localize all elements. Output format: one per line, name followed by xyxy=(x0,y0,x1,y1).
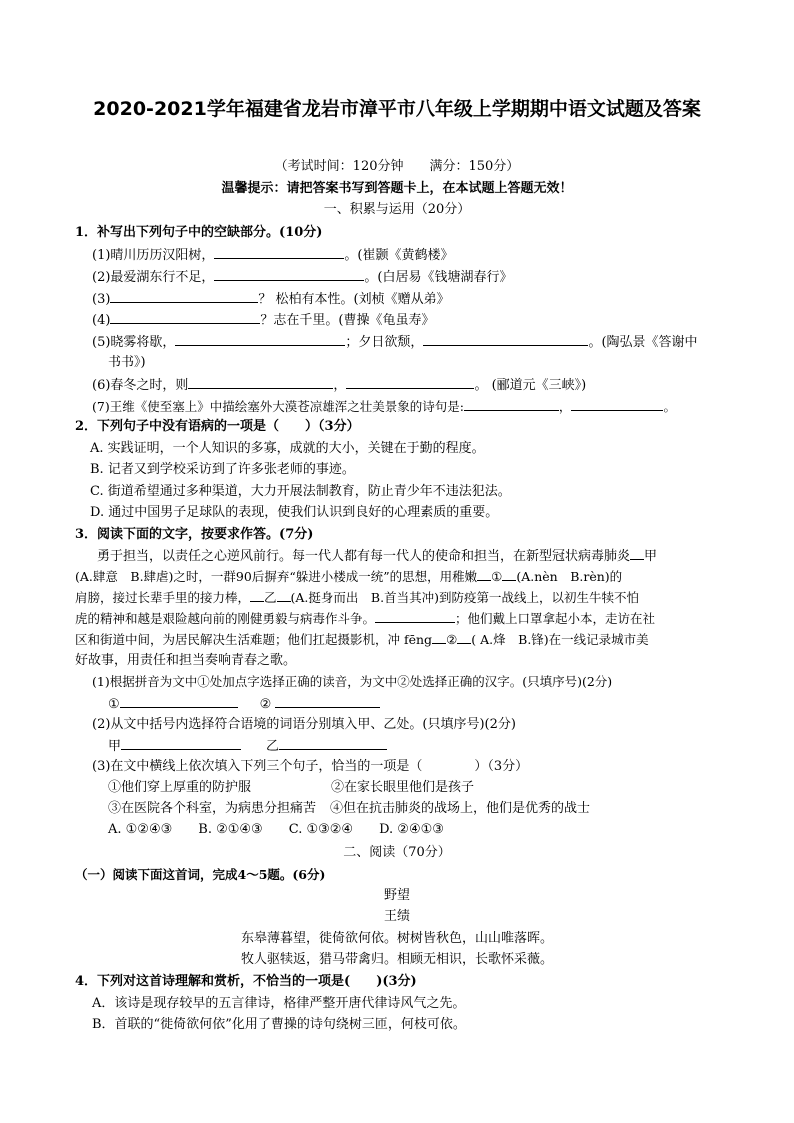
notice: 温馨提示：请把答案书写到答题卡上，在本试题上答题无效！ xyxy=(221,181,573,196)
q3-passage-line-3: 肩膀，接过长辈手里的接力棒， 乙 (A.挺身而出 B.首当其冲)到防疫第一战线上，以初生牛犊不怕 xyxy=(75,590,639,605)
q3-stem: 3．阅读下面的文字，按要求作答。(7分) xyxy=(75,527,314,542)
q1-item-5: (5)晓雾将歇， ；夕日欲颓， 。(陶弘景《答谢中 xyxy=(92,335,698,350)
poem-line-1: 东皋薄暮望，徙倚欲何依。树树皆秋色，山山唯落晖。 xyxy=(240,931,553,946)
q3-sub-3: (3)在文中横线上依次填入下列三个句子，恰当的一项是（ ）（3分） xyxy=(92,759,529,774)
blank xyxy=(457,631,471,644)
blank xyxy=(110,290,258,303)
blank xyxy=(464,398,559,411)
q3-sub-3-options-1: ①他们穿上厚重的防护服 ②在家长眼里他们是孩子 xyxy=(108,780,475,795)
q1-item-5-cont: 书书》) xyxy=(108,355,146,370)
q2-stem: 2．下列句子中没有语病的一项是（ ）（3分） xyxy=(75,419,360,434)
q1-item-4: (4) ？志在千里。(曹操《龟虽寿》 xyxy=(92,313,435,328)
q2-option-c: C. 街道希望通过多种渠道，大力开展法制教育，防止青少年不违法犯法。 xyxy=(90,484,511,499)
blank xyxy=(423,333,588,346)
q1-stem: 1．补写出下列句子中的空缺部分。(10分) xyxy=(75,225,323,240)
q3-passage-line-2: (A.肆意 B.肆虐)之时，一群90后摒弃“躲进小楼成一统”的思想，用稚嫩 ① (A.nèn B.rèn)的 xyxy=(75,569,623,584)
document-title: 2020-2021学年福建省龙岩市漳平市八年级上学期期中语文试题及答案 xyxy=(93,98,701,120)
q4-option-b: B．首联的“徙倚欲何依”化用了曹操的诗句绕树三匝，何枝可依。 xyxy=(92,1017,466,1032)
blank xyxy=(188,376,333,389)
section-1-heading: 一、积累与运用（20分） xyxy=(323,202,471,217)
q1-item-6: (6)春冬之时，则 ， 。 (郦道元《三峡》) xyxy=(92,378,587,393)
q1-item-7: (7)王维《使至塞上》中描绘塞外大漠苍凉雄浑之壮美景象的诗句是: ， 。 xyxy=(92,399,676,414)
blank xyxy=(121,737,241,750)
q2-option-d: D. 通过中国男子足球队的表现，使我们认识到良好的心理素质的重要。 xyxy=(90,505,499,520)
q3-sub-2-answers: 甲 乙 xyxy=(108,737,387,756)
blank xyxy=(214,268,364,281)
blank xyxy=(432,631,446,644)
blank xyxy=(175,333,345,346)
q3-sub-3-options-2: ③在医院各个科室，为病患分担痛苦 ④但在抗击肺炎的战场上，他们是优秀的战士 xyxy=(108,801,591,816)
poem-title: 野望 xyxy=(383,888,410,903)
part-1-heading: （一）阅读下面这首词，完成4～5题。(6分) xyxy=(75,867,326,882)
q3-sub-2: (2)从文中括号内选择符合语境的词语分别填入甲、乙处。(只填序号)(2分) xyxy=(92,717,516,732)
blank xyxy=(477,568,491,581)
q1-item-2: (2)最爱湖东行不足， 。(白居易《钱塘湖春行》 xyxy=(92,270,513,285)
blank xyxy=(571,398,663,411)
q2-option-b: B. 记者又到学校采访到了许多张老师的事迹。 xyxy=(90,462,355,477)
blank xyxy=(279,737,387,750)
blank xyxy=(275,695,380,708)
exam-info: （考试时间：120分钟 满分：150分） xyxy=(274,159,520,174)
q3-sub-3-answers: A. ①②④③ B. ②①④③ C. ①③②④ D. ②④①③ xyxy=(108,822,444,837)
section-2-heading: 二、阅读（70分） xyxy=(343,845,451,860)
blank xyxy=(110,311,260,324)
blank xyxy=(630,547,644,560)
blank xyxy=(277,589,291,602)
blank xyxy=(250,589,264,602)
poem-author: 王绩 xyxy=(383,909,410,924)
q1-item-1: (1)晴川历历汉阳树， 。(崔颢《黄鹤楼》 xyxy=(92,248,454,263)
blank xyxy=(502,568,516,581)
q2-option-a: A. 实践证明，一个人知识的多寡，成就的大小，关键在于勤的程度。 xyxy=(90,441,485,456)
poem-line-2: 牧人驱犊返，猎马带禽归。相顾无相识，长歌怀采薇。 xyxy=(240,952,553,967)
q1-item-3: (3) ？ 松柏有本性。(刘桢《赠从弟》 xyxy=(92,292,450,307)
q3-passage-line-1: 勇于担当，以责任之心逆风前行。每一代人都有每一代人的使命和担当，在新型冠状病毒肺炎 甲 xyxy=(97,549,658,564)
blank xyxy=(120,695,238,708)
q3-passage-line-6: 好故事，用责任和担当奏响青春之歌。 xyxy=(75,653,297,668)
blank xyxy=(214,246,344,259)
blank xyxy=(375,610,455,623)
q3-sub-1-answers: ① ② xyxy=(108,695,380,714)
blank xyxy=(346,376,474,389)
q3-passage-line-4: 虎的精神和越是艰险越向前的刚健勇毅与病毒作斗争。 ；他们戴上口罩拿起小本，走访在社 xyxy=(75,611,656,626)
q3-passage-line-5: 区和街道中间，为居民解决生活难题；他们扛起摄影机，冲 fēng ② ( A.烽 B.锋)在一线记录城市美 xyxy=(75,632,649,647)
q4-option-a: A．该诗是现存较早的五言律诗，格律严整开唐代律诗风气之先。 xyxy=(92,996,466,1011)
q3-sub-1: (1)根据拼音为文中①处加点字选择正确的读音，为文中②处选择正确的汉字。(只填序号)(2分) xyxy=(92,674,613,689)
q4-stem: 4．下列对这首诗理解和赏析，不恰当的一项是( )(3分) xyxy=(75,974,417,989)
